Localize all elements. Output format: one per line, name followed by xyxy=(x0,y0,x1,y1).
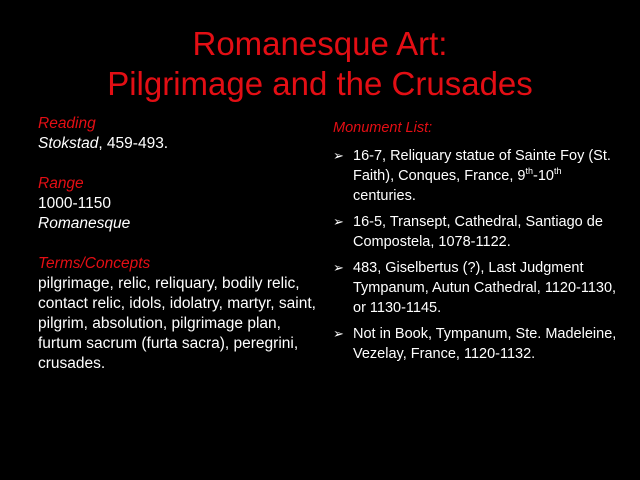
superscript: th xyxy=(525,166,533,176)
monument-item-text: Not in Book, Tympanum, Ste. Madeleine, Vezelay, France, 1120-1132. xyxy=(353,326,617,362)
reading-pages: , 459-493. xyxy=(98,135,169,152)
arrow-bullet-icon: ➢ xyxy=(333,260,344,275)
slide-title xyxy=(0,24,640,104)
terms-section xyxy=(38,254,328,374)
reading-section xyxy=(38,114,328,154)
arrow-bullet-icon: ➢ xyxy=(333,214,344,229)
range-years: 1000-1150 xyxy=(38,195,111,212)
monument-item xyxy=(333,146,623,206)
terms-text: pilgrimage, relic, reliquary, bodily relic, contact relic, idols, idolatry, martyr, saint, pilgrim, absolution, pilgrimage plan, furtum sacrum (furta sacra), peregrini, crusades. xyxy=(38,275,316,372)
range-style: Romanesque xyxy=(38,215,131,232)
left-column xyxy=(38,114,328,394)
monument-item-text-part: -10 xyxy=(533,168,554,184)
arrow-bullet-icon: ➢ xyxy=(333,148,344,163)
terms-label: Terms/Concepts xyxy=(38,255,151,272)
superscript: th xyxy=(553,166,562,176)
monument-list-label: Monument List: xyxy=(333,120,433,136)
right-column xyxy=(333,118,623,370)
reading-book: Stokstad xyxy=(38,135,99,152)
arrow-bullet-icon: ➢ xyxy=(333,326,344,341)
range-label: Range xyxy=(38,175,84,192)
title-line-2: Pilgrimage and the Crusades xyxy=(107,65,533,102)
monument-item xyxy=(333,258,623,318)
monument-item-text: 16-5, Transept, Cathedral, Santiago de Compostela, 1078-1122. xyxy=(353,214,603,250)
title-line-1: Romanesque Art: xyxy=(192,25,448,62)
monument-item xyxy=(333,324,623,364)
range-section xyxy=(38,174,328,234)
reading-citation xyxy=(38,134,328,154)
reading-label: Reading xyxy=(38,115,96,132)
monument-item-text xyxy=(353,146,623,206)
monument-item-text: 483, Giselbertus (?), Last Judgment Tympanum, Autun Cathedral, 1120-1130, or 1130-1145. xyxy=(353,260,617,316)
monument-item-text-part: centuries. xyxy=(353,188,416,204)
monument-item-text-part: 16-7, Reliquary statue of Sainte Foy (St. Faith), Conques, France, 9 xyxy=(353,148,611,184)
monument-item xyxy=(333,212,623,252)
